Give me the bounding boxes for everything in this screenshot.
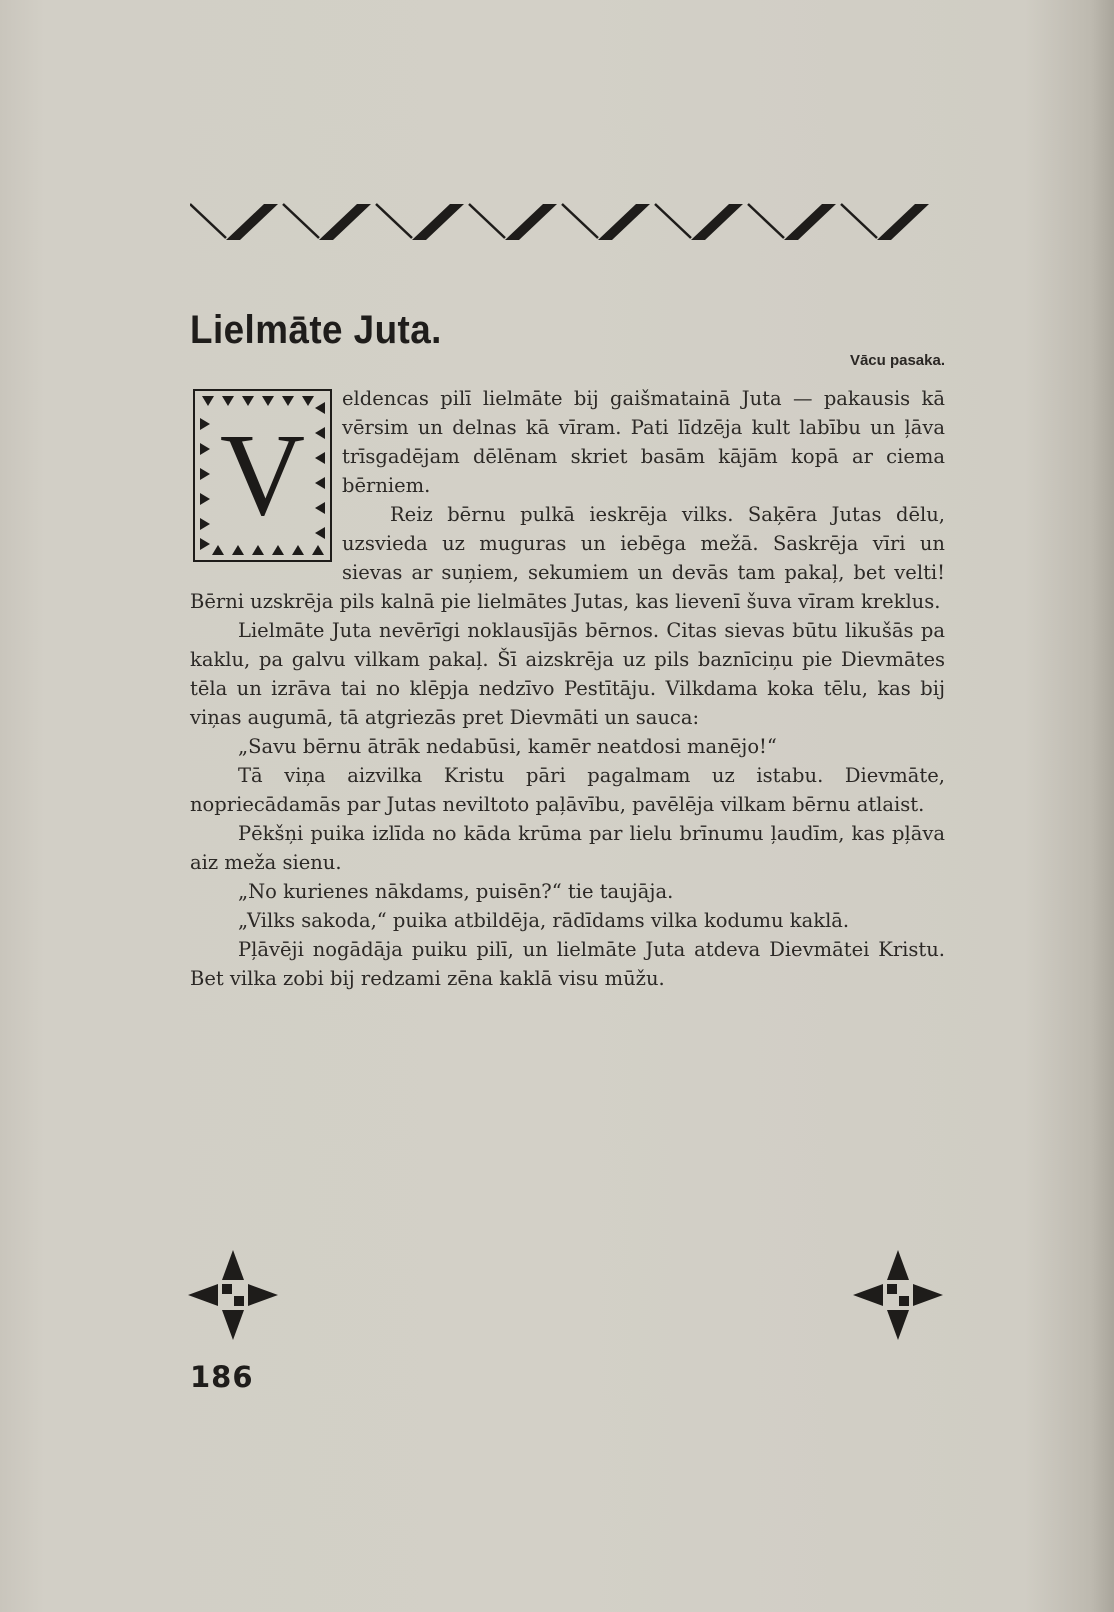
subtitle: Vācu pasaka. bbox=[849, 352, 945, 369]
zigzag-ornament bbox=[190, 200, 940, 244]
paragraph: Pļāvēji nogādāja puiku pilī, un lielmāte Juta atdeva Dievmātei Kristu. Bet vilka zobi bij redzami zēna kaklā visu mūžu. bbox=[190, 938, 945, 990]
paragraph: Lielmāte Juta nevērīgi noklausījās bērnos. Citas sievas būtu likušās pa kaklu, pa galvu vilkam pakaļ. Šī aizskrēja uz pils baznīciņu pie Dievmātes tēla un izrāva tai no klēpja nedzīvo Pestītāju. Vilkdama koka tēlu, kas bij viņas augumā, tā atgriezās pret Dievmāti un sauca: bbox=[190, 619, 945, 729]
story-text bbox=[190, 384, 945, 993]
dropcap-letter: V bbox=[219, 409, 306, 540]
dropcap-spacer bbox=[190, 384, 342, 560]
paragraph: „No kurienes nākdams, puisēn?“ tie taujāja. bbox=[238, 880, 674, 903]
paragraph: „Savu bērnu ātrāk nedabūsi, kamēr neatdosi manējo!“ bbox=[238, 735, 777, 758]
paragraph: Tā viņa aizvilka Kristu pāri pagalmam uz istabu. Dievmāte, nopriecādamās par Jutas neviltoto paļāvību, pavēlēja vilkam bērnu atlaist. bbox=[190, 764, 945, 816]
paragraph: Reiz bērnu pulkā ieskrēja vilks. Saķēra Jutas dēlu, uzsvieda uz muguras un iebēga mežā. Saskrēja vīri un sievas ar suņiem, sekumiem un devās tam pakaļ, bet velti! Bērni uzskrēja pils kalnā pie lielmātes Jutas, kas lievenī šuva vīram kreklus. bbox=[190, 503, 945, 613]
diamond-arrows-icon bbox=[188, 1250, 278, 1340]
diamond-arrows-icon bbox=[853, 1250, 943, 1340]
paragraph: „Vilks sakoda,“ puika atbildēja, rādīdams vilka kodumu kaklā. bbox=[238, 909, 850, 932]
page-title: Lielmāte Juta. bbox=[190, 308, 442, 352]
page-number: 186 bbox=[190, 1360, 254, 1394]
paragraph: Pēkšņi puika izlīda no kāda krūma par lielu brīnumu ļaudīm, kas pļāva aiz meža sienu. bbox=[190, 822, 945, 874]
paragraph: eldencas pilī lielmāte bij gaišmatainā Juta — pakausis kā vērsim un delnas kā vīram. Pati līdzēja kult labību un ļāva trīsgadējam dēlēnam skriet basām kājām kopā ar ciema bērniem. bbox=[342, 387, 945, 497]
